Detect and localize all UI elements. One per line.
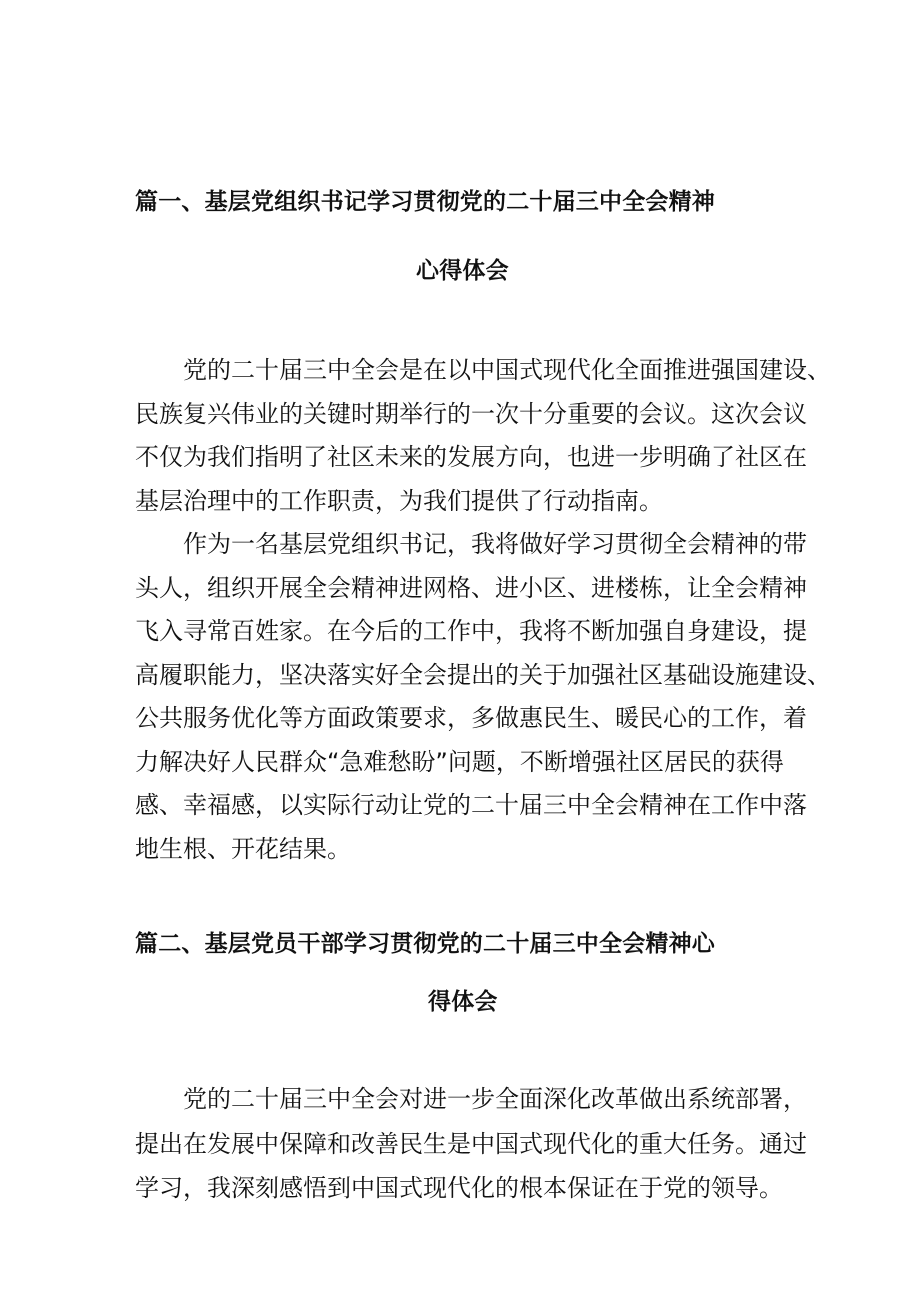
section-2-paragraph-1-line-1: 党的二十届三中全会对进一步全面深化改革做出系统部署， xyxy=(183,1085,807,1113)
section-1-paragraph-2-line-1: 作为一名基层党组织书记，我将做好学习贯彻全会精神的带 xyxy=(183,530,807,558)
section-1-paragraph-2-line-5: 公共服务优化等方面政策要求，多做惠民生、暖民心的工作，着 xyxy=(135,704,807,732)
section-2-heading-line-1: 篇二、基层党员干部学习贯彻党的二十届三中全会精神心 xyxy=(135,931,715,957)
section-1-heading-line-1: 篇一、基层党组织书记学习贯彻党的二十届三中全会精神 xyxy=(135,189,715,215)
section-1-paragraph-1-line-4: 基层治理中的工作职责，为我们提供了行动指南。 xyxy=(135,487,663,515)
section-1-paragraph-1-line-1: 党的二十届三中全会是在以中国式现代化全面推进强国建设、 xyxy=(183,356,831,384)
section-1-paragraph-1-line-2: 民族复兴伟业的关键时期举行的一次十分重要的会议。这次会议 xyxy=(135,400,807,428)
section-2-heading-line-2: 得体会 xyxy=(428,989,498,1015)
section-1-paragraph-2-line-6: 力解决好人民群众“急难愁盼”问题，不断增强社区居民的获得 xyxy=(135,748,784,776)
section-1-paragraph-2-line-8: 地生根、开花结果。 xyxy=(135,835,351,863)
section-2-paragraph-1-line-3: 学习，我深刻感悟到中国式现代化的根本保证在于党的领导。 xyxy=(135,1174,783,1202)
section-1-paragraph-2-line-7: 感、幸福感，以实际行动让党的二十届三中全会精神在工作中落 xyxy=(135,791,807,819)
section-1-paragraph-2-line-4: 高履职能力，坚决落实好全会提出的关于加强社区基础设施建设、 xyxy=(135,661,831,689)
section-1-heading-line-2: 心得体会 xyxy=(416,258,509,284)
section-1-paragraph-2-line-3: 飞入寻常百姓家。在今后的工作中，我将不断加强自身建设，提 xyxy=(135,617,807,645)
section-1-paragraph-2-line-2: 头人，组织开展全会精神进网格、进小区、进楼栋，让全会精神 xyxy=(135,574,807,602)
section-1-paragraph-1-line-3: 不仅为我们指明了社区未来的发展方向，也进一步明确了社区在 xyxy=(135,443,807,471)
section-2-paragraph-1-line-2: 提出在发展中保障和改善民生是中国式现代化的重大任务。通过 xyxy=(135,1130,807,1158)
